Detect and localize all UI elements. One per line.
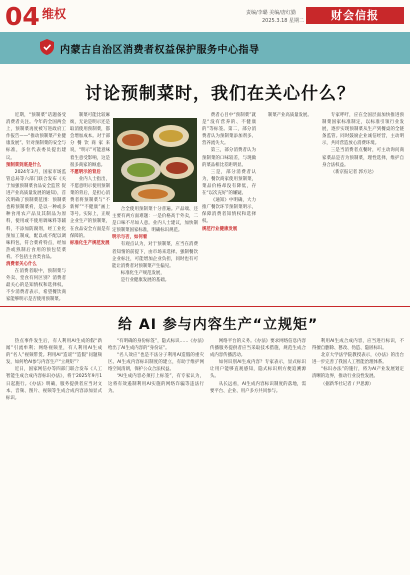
paragraph: 三是当消费者点餐时，可主动询问商家菜品是否为预制菜，理性选择，维护自身合法权益。 — [322, 148, 404, 168]
section-divider — [0, 306, 410, 307]
paragraph: 从长远看，AI生成内容标识制度的落地，需要平台、企业、用户多方共同参与。 — [210, 381, 306, 394]
prepared-dishes-image — [113, 118, 197, 202]
article1-column-5 — [259, 112, 319, 302]
paragraph: 制菜可能比较麻烦，无论是明示还是取消使用预制菜，都会增加成本。对于部分餐饮商家来说，“明示”可能意味着生意受影响，这是很多商家的顾虑。 — [70, 113, 110, 168]
article2-headline: 给 AI 参与内容生产“立规矩” — [118, 317, 319, 333]
subheading: 规范行业健康发展 — [202, 226, 238, 232]
section-name: 维权 — [42, 7, 67, 21]
paragraph: 业内人士指出，不愿意明示使用预制菜的背后，是担心消费者将预制菜与“不新鲜”“不健康”画上等号。实际上，正规企业生产的预制菜，在食品安全方面是有保障的。 — [70, 176, 110, 239]
page-number: 04 — [5, 2, 40, 31]
subheading: 标准化生产规范发展 — [70, 240, 110, 246]
paragraph: “标识办法”的施行，将为AI产业发展划定清晰的边界，推动行业良性发展。 — [312, 367, 404, 380]
paragraph: （据新华社记者 / 尹思源） — [320, 381, 374, 387]
article1-column-4 — [202, 112, 256, 302]
paragraph: “名人效应”也是不法分子利用AI造假的重灾区。AI生成内容标识制度的建立，有助于维护网络空间清朗，保护公众合法权益。 — [108, 353, 204, 373]
article2-column-1 — [6, 338, 102, 570]
paragraph: 是行业健康发展的基础。 — [120, 277, 170, 283]
paragraph: 费者心目中“预制菜”就是“没有营养的、不健康的”等标签。第二，部分消费者认为预制菜添加剂多、营养流失大。 — [202, 113, 256, 147]
paragraph: 如何识别AI生成内容？专家表示，显式标识让用户能够直观感知，隐式标识则方便追溯源头。 — [210, 360, 306, 380]
subheading: 不愿明示的背后 — [70, 169, 101, 175]
paragraph: 近期，“预制菜”话题备受消费者关注。今年的全国两会上，预制菜再度被写进政府工作报告——“推动预制菜产业健康发展”。针对预制菜的安全与标准，多位代表委员提出建议。 — [6, 113, 66, 161]
paragraph: 有观点认为，对于预制菜，应当在消费者知情的前提下，由市场来选择。强制餐饮企业标注，可能增加企业负担，同时也有可能让消费者对预制菜产生偏见。 — [112, 242, 198, 269]
masthead-logo: 财会信报 — [306, 7, 404, 24]
paragraph: 2024年3月，国家市场监管总局等六部门联合发布《关于加强预制菜食品安全监管 促进产业高质量发展的通知》，首次明确了预制菜范围：预制菜也称预制菜肴，是以一种或多种食用农产品及其制品为原料，使用或不使用调味料等辅料，不添加防腐剂，经工业化预加工制成，配以或不配以调味料包，符合菜肴特点，经加热或熟制后食用的预包装菜肴。不包括主食类食品。 — [6, 169, 66, 260]
subheading: 预制菜到底是什么 — [6, 162, 42, 168]
paragraph: 合全使用预制菜十分普遍。产品端、还主要有两方面难题：一是价格高于外卖，二是口味不尽如人意。业内人士建议，加快制定预制菜国家标准，明确标识规范。 — [112, 207, 198, 234]
article1-column-1 — [6, 112, 66, 302]
article1-column-2 — [70, 112, 110, 302]
paragraph: 标准化生产规范发展， — [120, 270, 165, 276]
paragraph: 在消费者眼中，预制菜与外卖、堂食有何区别？消费者最关心的是知情权和选择权。不少消费者表示，希望餐饮商家能够明示是否使用预制菜。 — [6, 269, 66, 302]
paragraph: （新京报记者 郭方达） — [330, 169, 377, 175]
paragraph: 网络平台的义务。《办法》要求网络信息内容传播服务提供者应当采取技术措施，规范生成合成内容传播活动。 — [210, 339, 306, 359]
food-photo — [113, 118, 197, 202]
paragraph: “AI生成内容必须打上标签”，有专家认为，这将有效遏制利用AI实施的网络诈骗等违法行为。 — [108, 374, 204, 394]
paragraph: 专家呼吁，应在全国层面加快推进预制菜国家标准制定，以标准引领行业发展，逐步实现预制菜从生产到餐桌的全链条监管。同时鼓励企业诚信经营，主动明示，共同营造放心消费环境。 — [322, 113, 404, 147]
article-headline: 讨论预制菜时，我们在关心什么？ — [85, 84, 355, 104]
paragraph: 三是，部分消费者认为，餐饮商家使用预制菜，菜品价格却没有降低，存在“以次充好”的嫌疑。 — [202, 169, 256, 197]
shield-icon — [38, 38, 56, 56]
paragraph: 利用AI生成合成内容，应当进行标识，不得擅自删除、篡改、伪造、隐匿标识。 — [312, 339, 404, 352]
paragraph: “有明确的身份标签”，隐式标识……《办法》给出了AI生成内容的“身份证”。 — [108, 339, 204, 352]
paragraph: 《通知》中明确，大力推广餐饮环节预制菜明示，保障消费者知情权和选择权。 — [202, 198, 256, 225]
band-title: 内蒙古自治区消费者权益保护服务中心指导 — [60, 45, 260, 56]
subheading: 明示与否，如何看 — [112, 235, 148, 241]
editor-line: 责编/李璐 美编/唐红勤 — [246, 10, 296, 16]
article1-column-6 — [322, 112, 404, 302]
article1-column-3 — [112, 206, 198, 302]
issue-date: 2025.3.18 星期二 — [262, 18, 305, 24]
paragraph: 第三，部分消费者认为预制菜的口味较差，与现做的菜品相比差距明显。 — [202, 148, 256, 168]
article2-column-3 — [210, 338, 306, 570]
subheading: 消费者关心什么 — [6, 261, 37, 267]
paragraph: 热点事件发生后，有人利用AI生成的假“新闻”引流牟利；网络视频里，有人利用AI生成的“名人”视频带货。利用AI“造谣”“造假”问题频发，如何给AI参与内容生产“立规矩”？ — [6, 339, 102, 366]
article2-column-2 — [108, 338, 204, 570]
paragraph: 北京大学法学院教授表示，《办法》的出台进一步完善了我国人工智能治理体系。 — [312, 353, 404, 366]
article2-column-4 — [312, 338, 404, 570]
paragraph: 近日，国家网信办等四部门联合发布《人工智能生成合成内容标识办法》，将于2025年9月1日起施行。《办法》明确，服务提供者应当对文本、音频、图片、视频等生成合成内容添加显式标识。 — [6, 367, 102, 401]
paragraph: 制菜产业高质量发展。 — [267, 113, 312, 118]
